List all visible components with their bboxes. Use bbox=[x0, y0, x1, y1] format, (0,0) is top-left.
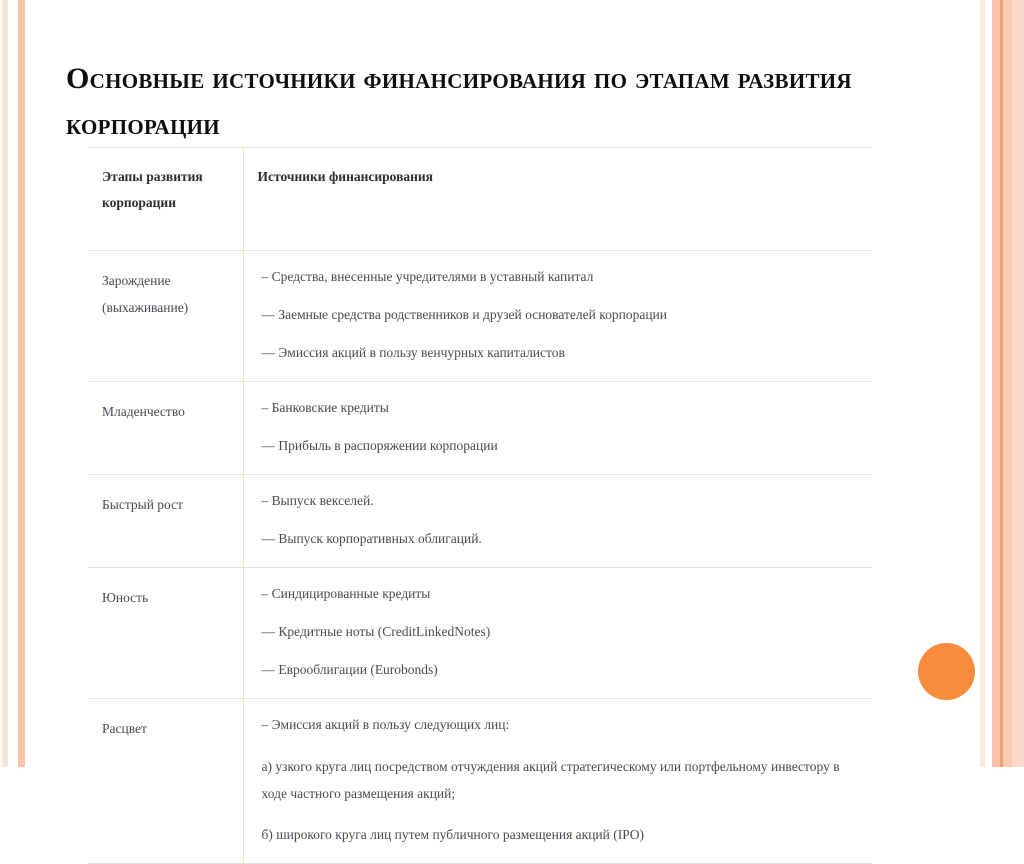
page-title: Основные источники финансирования по этапам развития корпорации bbox=[66, 62, 852, 142]
cell-stage bbox=[88, 251, 243, 382]
cell-stage bbox=[88, 382, 243, 475]
left-stripe-peach bbox=[18, 0, 25, 767]
source-item: – Банковские кредиты bbox=[261, 400, 389, 415]
header-sources: Источники финансирования bbox=[243, 148, 872, 251]
right-stripe-light bbox=[1012, 0, 1024, 767]
table-row bbox=[88, 475, 872, 568]
orange-circle bbox=[918, 643, 975, 700]
source-item: – Выпуск векселей. bbox=[261, 493, 374, 508]
source-item: – Средства, внесенные учредителями в уставный капитал bbox=[261, 269, 594, 284]
source-item: — Выпуск корпоративных облигаций. bbox=[261, 531, 482, 546]
stage-line: Быстрый рост bbox=[102, 497, 184, 512]
source-item: — Эмиссия акций в пользу венчурных капиталистов bbox=[261, 345, 565, 360]
table-body bbox=[88, 251, 872, 864]
right-accent-stripe bbox=[980, 0, 1024, 767]
cell-sources bbox=[243, 699, 872, 864]
table-row bbox=[88, 382, 872, 475]
source-item: — Прибыль в распоряжении корпорации bbox=[261, 438, 498, 453]
right-stripe-pale bbox=[980, 0, 985, 767]
cell-stage bbox=[88, 475, 243, 568]
stage-line: (выхаживание) bbox=[102, 300, 189, 315]
source-item: а) узкого круга лиц посредством отчуждения акций стратегическому или портфельному инвестору в ходе частного размещения акций; bbox=[261, 759, 840, 801]
right-stripe-peach bbox=[992, 0, 1000, 767]
header-stage: Этапы развития корпорации bbox=[88, 148, 243, 251]
source-item: — Заемные средства родственников и друзей основателей корпорации bbox=[261, 307, 668, 322]
cell-sources bbox=[243, 568, 872, 699]
left-accent-stripe bbox=[0, 0, 30, 767]
cell-stage bbox=[88, 699, 243, 864]
stage-line: Младенчество bbox=[102, 404, 185, 419]
cell-sources bbox=[243, 251, 872, 382]
table-row bbox=[88, 251, 872, 382]
table-header-row bbox=[88, 148, 872, 251]
cell-sources bbox=[243, 475, 872, 568]
source-item: – Синдицированные кредиты bbox=[261, 586, 431, 601]
cell-sources bbox=[243, 382, 872, 475]
source-item: — Еврооблигации (Eurobonds) bbox=[261, 662, 438, 677]
table-row bbox=[88, 699, 872, 864]
source-item: б) широкого круга лиц путем публичного размещения акций (IPO) bbox=[261, 827, 645, 842]
right-stripe-orange-line bbox=[1000, 0, 1003, 767]
stage-line: Зарождение bbox=[102, 273, 171, 288]
source-item: — Кредитные ноты (CreditLinkedNotes) bbox=[261, 624, 491, 639]
right-stripe-peach-2 bbox=[1003, 0, 1012, 767]
financing-sources-table bbox=[88, 147, 872, 864]
stage-line: Юность bbox=[102, 590, 149, 605]
cell-stage bbox=[88, 568, 243, 699]
table-row bbox=[88, 568, 872, 699]
source-item: – Эмиссия акций в пользу следующих лиц: bbox=[261, 717, 510, 732]
left-stripe-pale bbox=[2, 0, 8, 767]
stage-line: Расцвет bbox=[102, 721, 147, 736]
